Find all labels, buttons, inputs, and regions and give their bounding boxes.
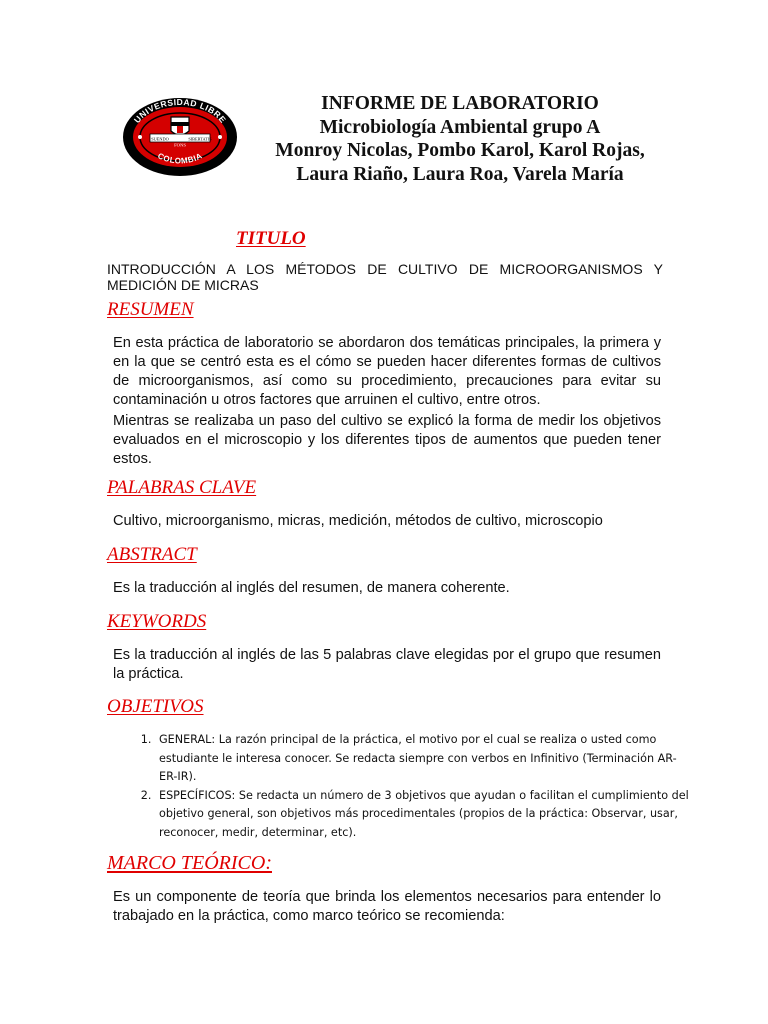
abstract-heading: ABSTRACT <box>107 544 197 565</box>
resumen-paragraph-2: Mientras se realizaba un paso del cultivo se explicó la forma de medir los objetivos evaluados en el microscopio y los diferentes tipos de aumentos que pueden tener estos. <box>113 413 661 467</box>
resumen-body <box>113 334 661 469</box>
course-subtitle: Microbiología Ambiental grupo A <box>319 116 601 138</box>
report-title: INFORME DE LABORATORIO <box>321 93 599 114</box>
titulo-text: INTRODUCCIÓN A LOS MÉTODOS DE CULTIVO DE MICROORGANISMOS Y MEDICIÓN DE MICRAS <box>107 261 663 293</box>
keywords-heading: KEYWORDS <box>107 611 207 632</box>
logo-dot-right <box>218 135 222 139</box>
objetivo-general-item: 1. GENERAL: La razón principal de la práctica, el motivo por el cual se realiza o usted como estudiante le interesa conocer. Se redacta siempre con verbos en Infinitivo (Terminación AR-ER-IR). <box>155 731 695 787</box>
logo-dot-left <box>138 135 142 139</box>
logo-shield-center <box>177 126 183 133</box>
palabras-clave-heading: PALABRAS CLAVE <box>107 477 257 498</box>
authors-line-1: Monroy Nicolas, Pombo Karol, Karol Rojas, <box>275 140 645 161</box>
report-header <box>250 92 670 186</box>
objetivos-heading: OBJETIVOS <box>107 696 204 717</box>
authors-line-2: Laura Riaño, Laura Roa, Varela María <box>296 163 624 185</box>
palabras-clave-text: Cultivo, microorganismo, micras, medición, métodos de cultivo, microscopio <box>113 513 603 529</box>
objetivos-list <box>107 731 695 842</box>
logo-top-text: UNIVERSIDAD LIBRE <box>131 97 229 125</box>
logo-ribbon-right: SIBERTATIS <box>188 136 212 142</box>
keywords-text: Es la traducción al inglés de las 5 palabras clave elegidas por el grupo que resumen la práctica. <box>113 647 661 682</box>
resumen-heading: RESUMEN <box>107 299 194 320</box>
logo-ribbon-center: FONS <box>174 142 186 148</box>
marco-teorico-text: Es un componente de teoría que brinda los elementos necesarios para entender lo trabajado en la práctica, como marco teórico se recomienda: <box>113 889 661 924</box>
marco-teorico-heading: MARCO TEÓRICO: <box>107 852 272 874</box>
logo-ribbon-left: SUENDO <box>151 136 169 142</box>
titulo-heading: TITULO <box>236 228 306 249</box>
abstract-text: Es la traducción al inglés del resumen, de manera coherente. <box>113 580 510 596</box>
logo-bottom-text: COLOMBIA <box>156 151 204 166</box>
university-logo <box>122 97 238 177</box>
resumen-paragraph-1: En esta práctica de laboratorio se abordaron dos temáticas principales, la primera y en la que se centró esta es el cómo se pueden hacer diferentes formas de cultivos de microorganismos, así como su procedimiento, precauciones para evitar su contaminación u otros factores que arruinen el cultivo, entre otros. <box>113 335 661 408</box>
logo-shield-band <box>171 122 189 126</box>
objetivos-especificos-item: 2. ESPECÍFICOS: Se redacta un número de 3 objetivos que ayudan o facilitan el cumplimiento del objetivo general, son objetivos más procedimentales (propios de la práctica: Observar, usar, reconocer, medir, determinar, etc). <box>155 787 695 843</box>
